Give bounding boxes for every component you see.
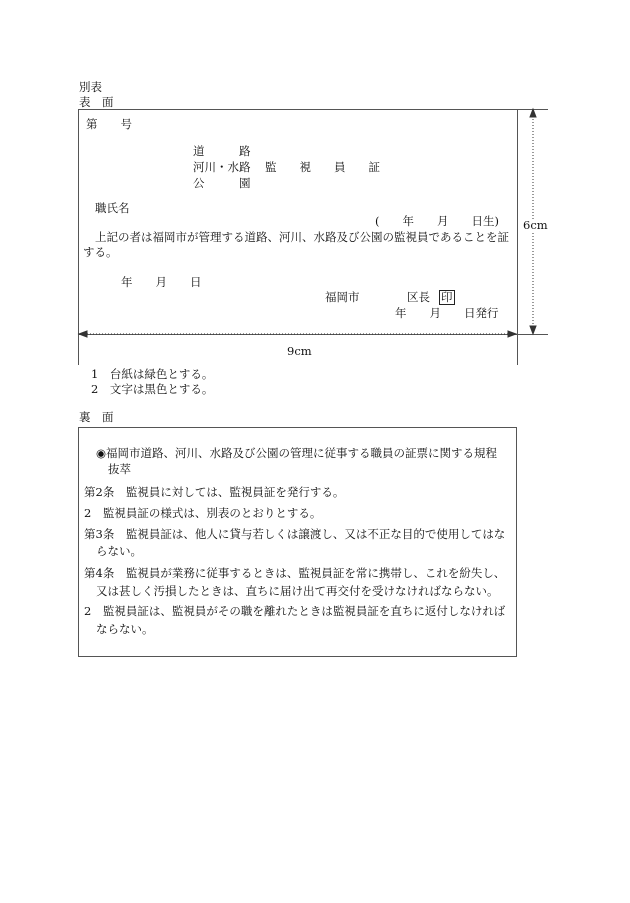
note-item: 2 文字は黒色とする。: [91, 382, 214, 396]
card-title-road: 道 路: [193, 144, 251, 158]
card-date-line: 年 月 日: [121, 275, 202, 289]
back-article-line: 2 監視員証の様式は、別表のとおりとする。: [84, 506, 322, 520]
card-title-river: 河川・水路: [193, 160, 251, 174]
card-statement-line2: する。: [83, 245, 118, 259]
card-issuer-city: 福岡市: [325, 290, 360, 304]
card-statement-line1: 上記の者は福岡市が管理する道路、河川、水路及び公園の監視員であることを証: [95, 230, 509, 244]
back-article-line: 第3条 監視員証は、他人に貸与若しくは譲渡し、又は不正な目的で使用してはな: [84, 527, 506, 541]
card-back: [78, 427, 517, 657]
back-regulation-title: ◉福岡市道路、河川、水路及び公園の管理に従事する職員の証票に関する規程: [96, 446, 498, 460]
card-issuer-title: 区長: [407, 290, 430, 304]
back-heading: 裏 面: [79, 410, 114, 424]
card-title-park: 公 園: [193, 176, 251, 190]
front-heading: 表 面: [79, 95, 114, 109]
back-article-line: 第4条 監視員が業務に従事するときは、監視員証を常に携帯し、これを紛失し、: [84, 566, 506, 580]
back-article-line: らない。: [96, 544, 142, 558]
back-article-line: 2 監視員証は、監視員がその職を離れたときは監視員証を直ちに返付しなければ: [84, 604, 506, 618]
back-regulation-excerpt: 抜萃: [108, 462, 131, 476]
back-article-line: ならない。: [96, 622, 154, 636]
card-name-label: 職氏名: [95, 201, 130, 215]
card-number-label: 第 号: [86, 117, 132, 131]
dimension-width-label: 9cm: [287, 344, 312, 358]
annex-label: 別表: [79, 80, 102, 94]
back-article-line: 第2条 監視員に対しては、監視員証を発行する。: [84, 485, 345, 499]
card-birth-line: ( 年 月 日生): [375, 214, 499, 228]
dimension-height-label: 6cm: [523, 218, 548, 232]
seal-label: 印: [441, 290, 453, 304]
note-item: 1 台紙は緑色とする。: [91, 367, 214, 381]
card-title-inspector: 監 視 員 証: [265, 160, 380, 174]
back-article-line: 又は甚しく汚損したときは、直ちに届け出て再交付を受けなければならない。: [96, 584, 499, 598]
card-issue-date: 年 月 日発行: [395, 306, 499, 320]
